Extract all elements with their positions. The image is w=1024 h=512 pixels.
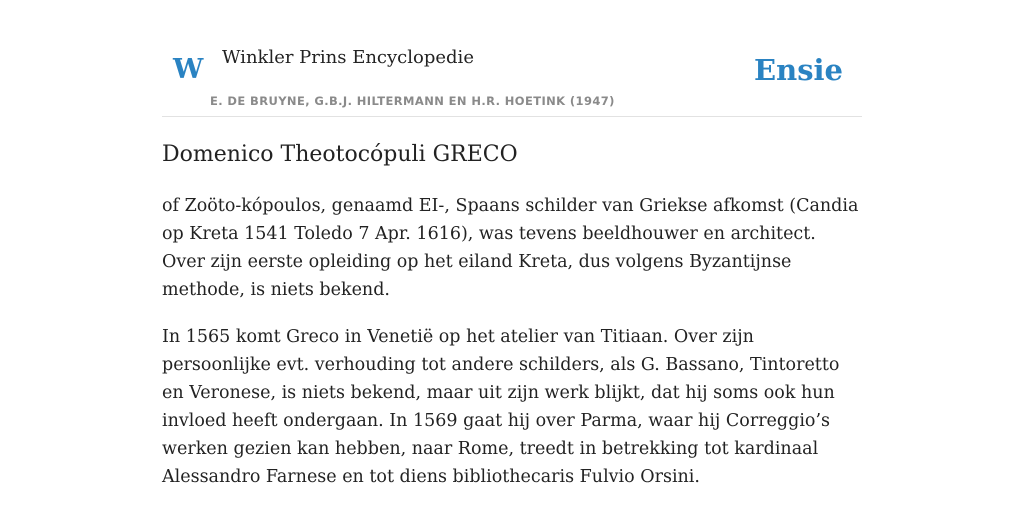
article-body: [162, 192, 862, 510]
winkler-prins-logo[interactable]: W: [173, 54, 204, 85]
encyclopedia-title[interactable]: Winkler Prins Encyclopedie: [222, 47, 474, 68]
authors-line: E. DE BRUYNE, G.B.J. HILTERMANN EN H.R. HOETINK (1947): [210, 94, 615, 108]
article-paragraph: of Zoöto-kópoulos, genaamd EI-, Spaans schilder van Griekse afkomst (Candia op Kreta 1541 Toledo 7 Apr. 1616), was tevens beeldhouwer en architect. Over zijn eerste opleiding op het eiland Kreta, dus volgens Byzantijnse methode, is niets bekend.: [162, 196, 859, 300]
site-header: [162, 0, 862, 117]
article-title: Domenico Theotocópuli GRECO: [162, 142, 518, 167]
article-paragraph: In 1565 komt Greco in Venetië op het atelier van Titiaan. Over zijn persoonlijke evt. verhouding tot andere schilders, als G. Bassano, Tintoretto en Veronese, is niets bekend, maar uit zijn werk blijkt, dat hij soms ook hun invloed heeft ondergaan. In 1569 gaat hij over Parma, waar hij Correggio’s werken gezien kan hebben, naar Rome, treedt in betrekking tot kardinaal Alessandro Farnese en tot diens bibliothecaris Fulvio Orsini.: [162, 327, 840, 487]
ensie-logo-link[interactable]: Ensie: [754, 53, 843, 87]
